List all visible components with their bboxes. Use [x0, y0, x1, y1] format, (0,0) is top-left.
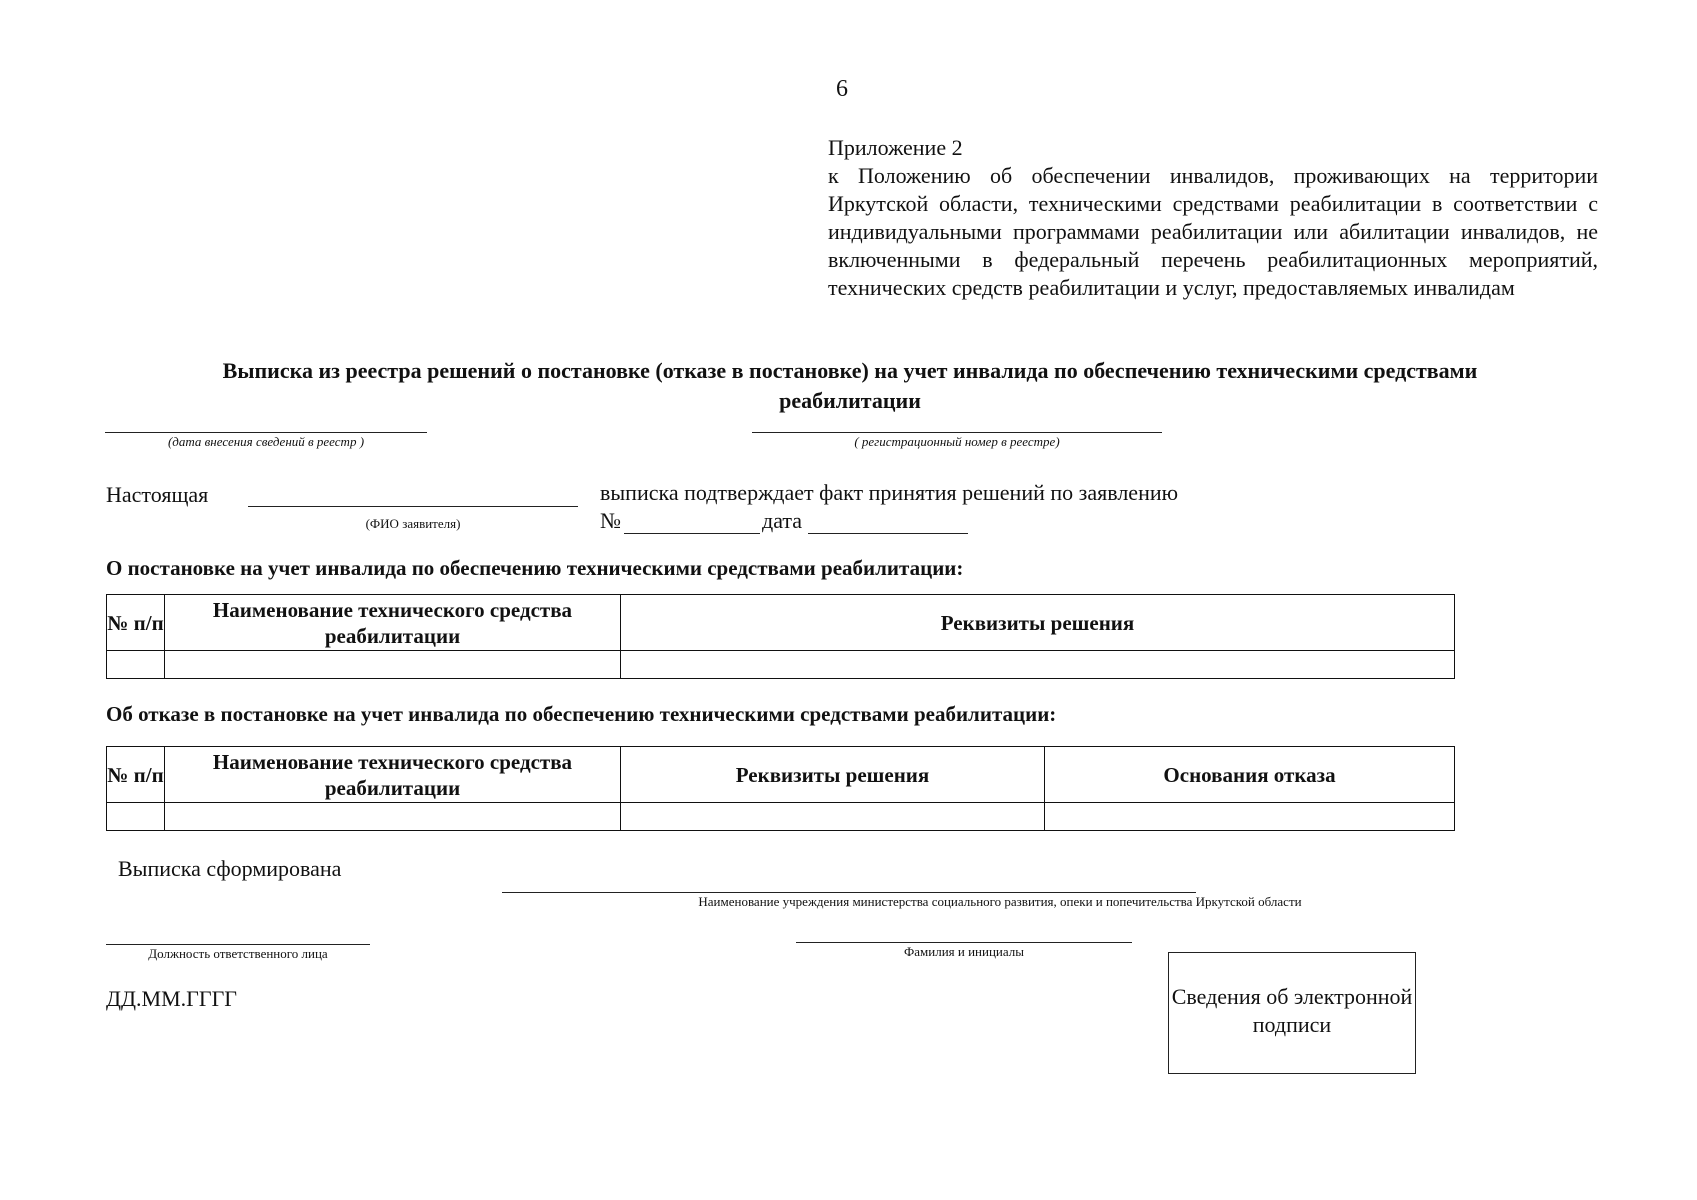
- appendix-title: Приложение 2: [828, 135, 963, 160]
- table-cell[interactable]: [1045, 803, 1455, 831]
- table-cell[interactable]: [621, 651, 1455, 679]
- col-header-name: Наименование технического средства реабилитации: [165, 747, 621, 803]
- statement-number-label: №: [600, 508, 621, 533]
- col-header-reason: Основания отказа: [1045, 747, 1455, 803]
- registry-date-line: [105, 432, 427, 433]
- col-header-num: № п/п: [107, 747, 165, 803]
- name-caption: Фамилия и инициалы: [904, 944, 1024, 959]
- table-cell[interactable]: [107, 803, 165, 831]
- statement-prefix: Настоящая: [106, 482, 209, 507]
- statement-number-line: [624, 533, 760, 534]
- document-title-line2: реабилитации: [779, 388, 921, 413]
- institution-caption: Наименование учреждения министерства социального развития, опеки и попечительства Иркутской области: [698, 894, 1302, 909]
- fio-line: [248, 506, 578, 507]
- section1-table: [106, 594, 1455, 679]
- table-cell[interactable]: [107, 651, 165, 679]
- table-cell[interactable]: [165, 651, 621, 679]
- table-row: [107, 651, 1455, 679]
- registry-number-line: [752, 432, 1162, 433]
- col-header-num: № п/п: [107, 595, 165, 651]
- formed-label: Выписка сформирована: [118, 856, 342, 881]
- institution-line: [502, 892, 1196, 893]
- appendix-text: к Положению об обеспечении инвалидов, проживающих на территории Иркутской области, техническими средствами реабилитации в соответствии с индивидуальными программами реабилитации или абилитации инвалидов, не включенными в федеральный перечень реабилитационных мероприятий, технических средств реабилитации и услуг, предоставляемых инвалидам: [828, 163, 1598, 300]
- section1-heading: О постановке на учет инвалида по обеспечению техническими средствами реабилитации:: [106, 556, 964, 580]
- col-header-name: Наименование технического средства реабилитации: [165, 595, 621, 651]
- col-header-requisites: Реквизиты решения: [621, 595, 1455, 651]
- section2-table: [106, 746, 1455, 831]
- statement-date-label: дата: [762, 508, 803, 533]
- table-header-row: [107, 595, 1455, 651]
- registry-number-caption: ( регистрационный номер в реестре): [854, 434, 1060, 449]
- table-header-row: [107, 747, 1455, 803]
- position-line: [106, 944, 370, 945]
- table-cell[interactable]: [165, 803, 621, 831]
- statement-date-line: [808, 533, 968, 534]
- table-row: [107, 803, 1455, 831]
- statement-text: выписка подтверждает факт принятия решений по заявлению: [600, 480, 1179, 505]
- fio-caption: (ФИО заявителя): [365, 516, 461, 531]
- date-placeholder: ДД.ММ.ГГГГ: [106, 986, 238, 1011]
- section2-heading: Об отказе в постановке на учет инвалида по обеспечению техническими средствами реабилитации:: [106, 702, 1057, 726]
- esign-box: Сведения об электронной подписи: [1168, 952, 1416, 1074]
- registry-date-caption: (дата внесения сведений в реестр ): [167, 434, 365, 449]
- appendix-block: [828, 134, 1598, 302]
- col-header-requisites: Реквизиты решения: [621, 747, 1045, 803]
- table-cell[interactable]: [621, 803, 1045, 831]
- document-title: [120, 356, 1580, 416]
- document-title-line1: Выписка из реестра решений о постановке (отказе в постановке) на учет инвалида по обеспечению техническими средствами: [222, 358, 1478, 383]
- page-number: 6: [836, 76, 848, 102]
- name-line: [796, 942, 1132, 943]
- position-caption: Должность ответственного лица: [148, 946, 328, 961]
